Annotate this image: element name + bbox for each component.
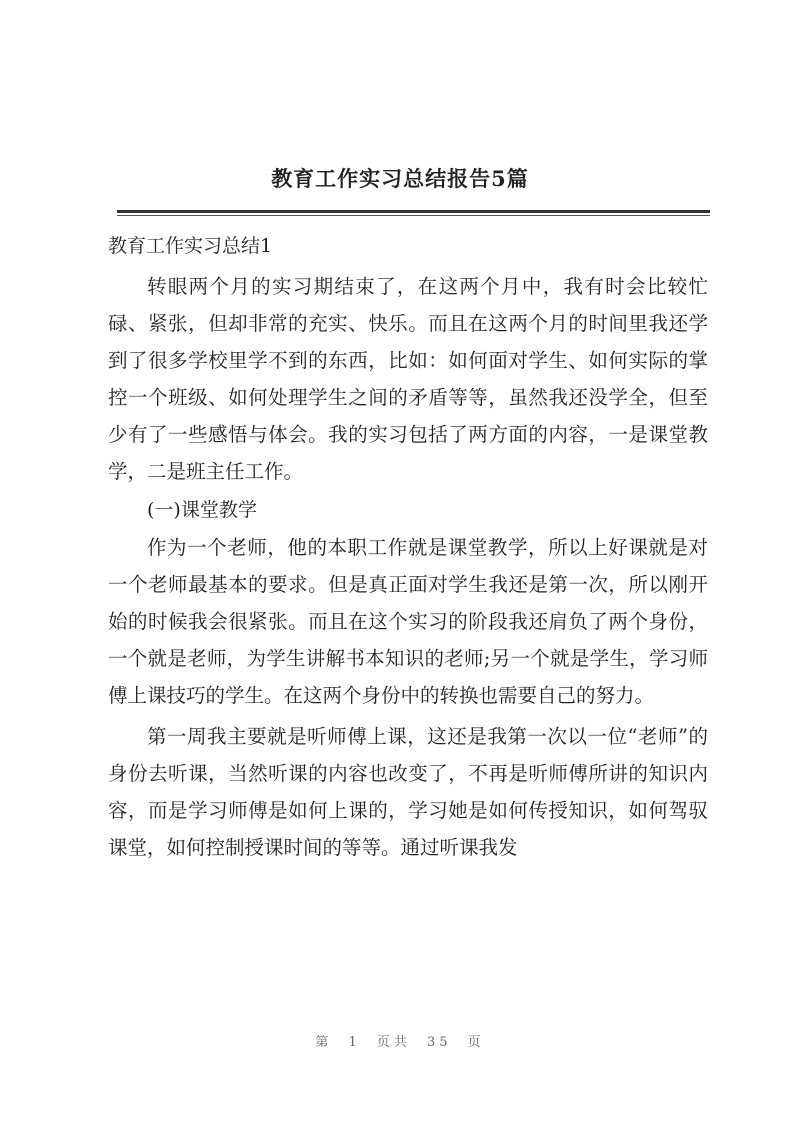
- paragraph-classroom-teaching: 作为一个老师，他的本职工作就是课堂教学，所以上好课就是对一个老师最基本的要求。但是真正面对学生我还是第一次，所以刚开始的时候我会很紧张。而且在这个实习的阶段我还肩负了两个身份，一个就是老师，为学生讲解书本知识的老师;另一个就是学生，学习师傅上课技巧的学生。在这两个身份中的转换也需要自己的努力。: [108, 536, 708, 707]
- document-title: 教育工作实习总结报告5篇: [271, 166, 529, 191]
- paragraph-first-week: 第一周我主要就是听师傅上课，这还是我第一次以一位“老师”的身份去听课，当然听课的内容也改变了，不再是听师傅所讲的知识内容，而是学习师傅是如何上课的，学习她是如何传授知识，如何驾驭课堂，如何控制授课时间的等等。通过听课我发: [108, 725, 708, 859]
- title-divider-thick: [117, 210, 710, 213]
- paragraph-intro: 转眼两个月的实习期结束了，在这两个月中，我有时会比较忙碌、紧张，但却非常的充实、快乐。而且在这两个月的时间里我还学到了很多学校里学不到的东西，比如：如何面对学生、如何实际的掌控一个班级、如何处理学生之间的矛盾等等，虽然我还没学全，但至少有了一些感悟与体会。我的实习包括了两方面的内容，一是课堂教学，二是班主任工作。: [108, 275, 708, 483]
- page-footer: 第 1 页共 35 页: [315, 1035, 485, 1050]
- section-heading: 教育工作实习总结1: [108, 235, 273, 257]
- sub-heading-classroom-teaching: (一)课堂教学: [147, 499, 257, 521]
- title-divider-thin: [117, 215, 710, 216]
- document-body: [108, 228, 708, 866]
